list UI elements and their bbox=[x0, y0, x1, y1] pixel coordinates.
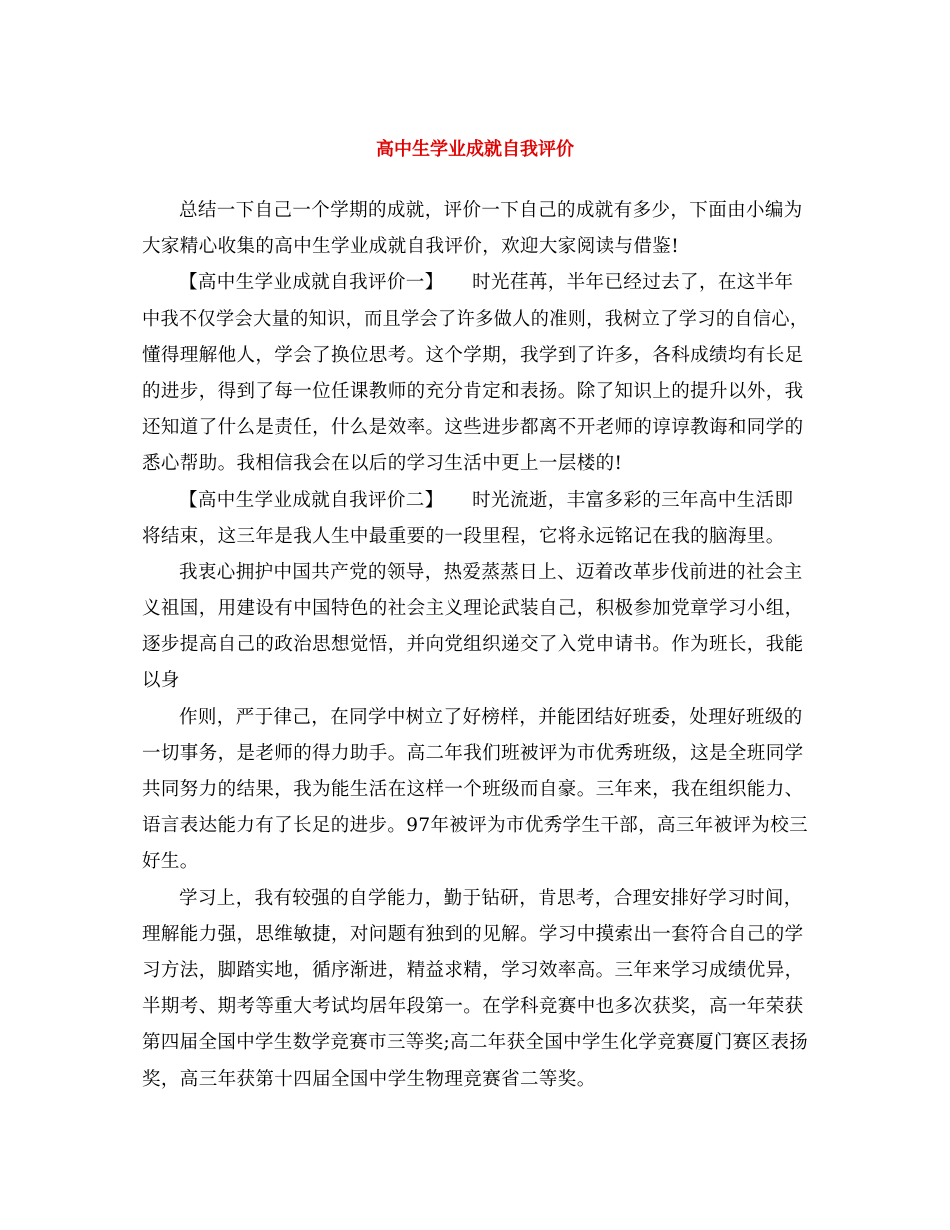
text-line: 逐步提高自己的政治思想觉悟，并向党组织递交了入党申请书。作为班长，我能 bbox=[142, 634, 804, 656]
text-line: 大家精心收集的高中生学业成就自我评价，欢迎大家阅读与借鉴! bbox=[142, 236, 680, 258]
text-line: 理解能力强，思维敏捷，对问题有独到的见解。学习中摸索出一套符合自己的学 bbox=[142, 923, 804, 945]
text-line: 一切事务，是老师的得力助手。高二年我们班被评为市优秀班级，这是全班同学 bbox=[142, 742, 804, 764]
text-line: 【高中生学业成就自我评价一】 时光荏苒，半年已经过去了，在这半年 bbox=[179, 272, 794, 294]
text-line: 语言表达能力有了长足的进步。97年被评为市优秀学生干部，高三年被评为校三 bbox=[142, 815, 808, 837]
text-line: 好生。 bbox=[142, 851, 199, 873]
text-line: 第四届全国中学生数学竞赛市三等奖;高二年获全国中学生化学竞赛厦门赛区表扬 bbox=[142, 1032, 809, 1054]
text-line: 懂得理解他人，学会了换位思考。这个学期，我学到了许多，各科成绩均有长足 bbox=[142, 344, 804, 366]
text-line: 学习上，我有较强的自学能力，勤于钻研，肯思考，合理安排好学习时间， bbox=[179, 887, 803, 909]
text-line: 作则，严于律己，在同学中树立了好榜样，并能团结好班委，处理好班级的 bbox=[179, 706, 803, 728]
text-line: 半期考、期考等重大考试均居年段第一。在学科竞赛中也多次获奖，高一年荣获 bbox=[142, 996, 804, 1018]
text-line: 总结一下自己一个学期的成就，评价一下自己的成就有多少，下面由小编为 bbox=[179, 200, 803, 221]
text-line: 的进步，得到了每一位任课教师的充分肯定和表扬。除了知识上的提升以外，我 bbox=[142, 380, 804, 402]
text-line: 以身 bbox=[142, 670, 180, 692]
text-line: 将结束，这三年是我人生中最重要的一段里程，它将永远铭记在我的脑海里。 bbox=[142, 525, 785, 547]
text-line: 奖，高三年获第十四届全国中学生物理竞赛省二等奖。 bbox=[142, 1068, 596, 1090]
text-line: 还知道了什么是责任，什么是效率。这些进步都离不开老师的谆谆教诲和同学的 bbox=[142, 417, 804, 439]
text-line: 【高中生学业成就自我评价二】 时光流逝，丰富多彩的三年高中生活即 bbox=[179, 489, 794, 511]
text-line: 我衷心拥护中国共产党的领导，热爱蒸蒸日上、迈着改革步伐前进的社会主 bbox=[179, 561, 803, 583]
text-line: 习方法，脚踏实地，循序渐进，精益求精，学习效率高。三年来学习成绩优异， bbox=[142, 959, 804, 981]
document-title: 高中生学业成就自我评价 bbox=[376, 139, 574, 160]
text-line: 共同努力的结果，我为能生活在这样一个班级而自豪。三年来，我在组织能力、 bbox=[142, 779, 804, 800]
text-line: 义祖国，用建设有中国特色的社会主义理论武装自己，积极参加党章学习小组， bbox=[142, 598, 804, 620]
document-body bbox=[142, 193, 808, 1098]
text-line: 悉心帮助。我相信我会在以后的学习生活中更上一层楼的! bbox=[142, 453, 623, 475]
text-line: 中我不仅学会大量的知识，而且学会了许多做人的准则，我树立了学习的自信心， bbox=[142, 308, 809, 330]
